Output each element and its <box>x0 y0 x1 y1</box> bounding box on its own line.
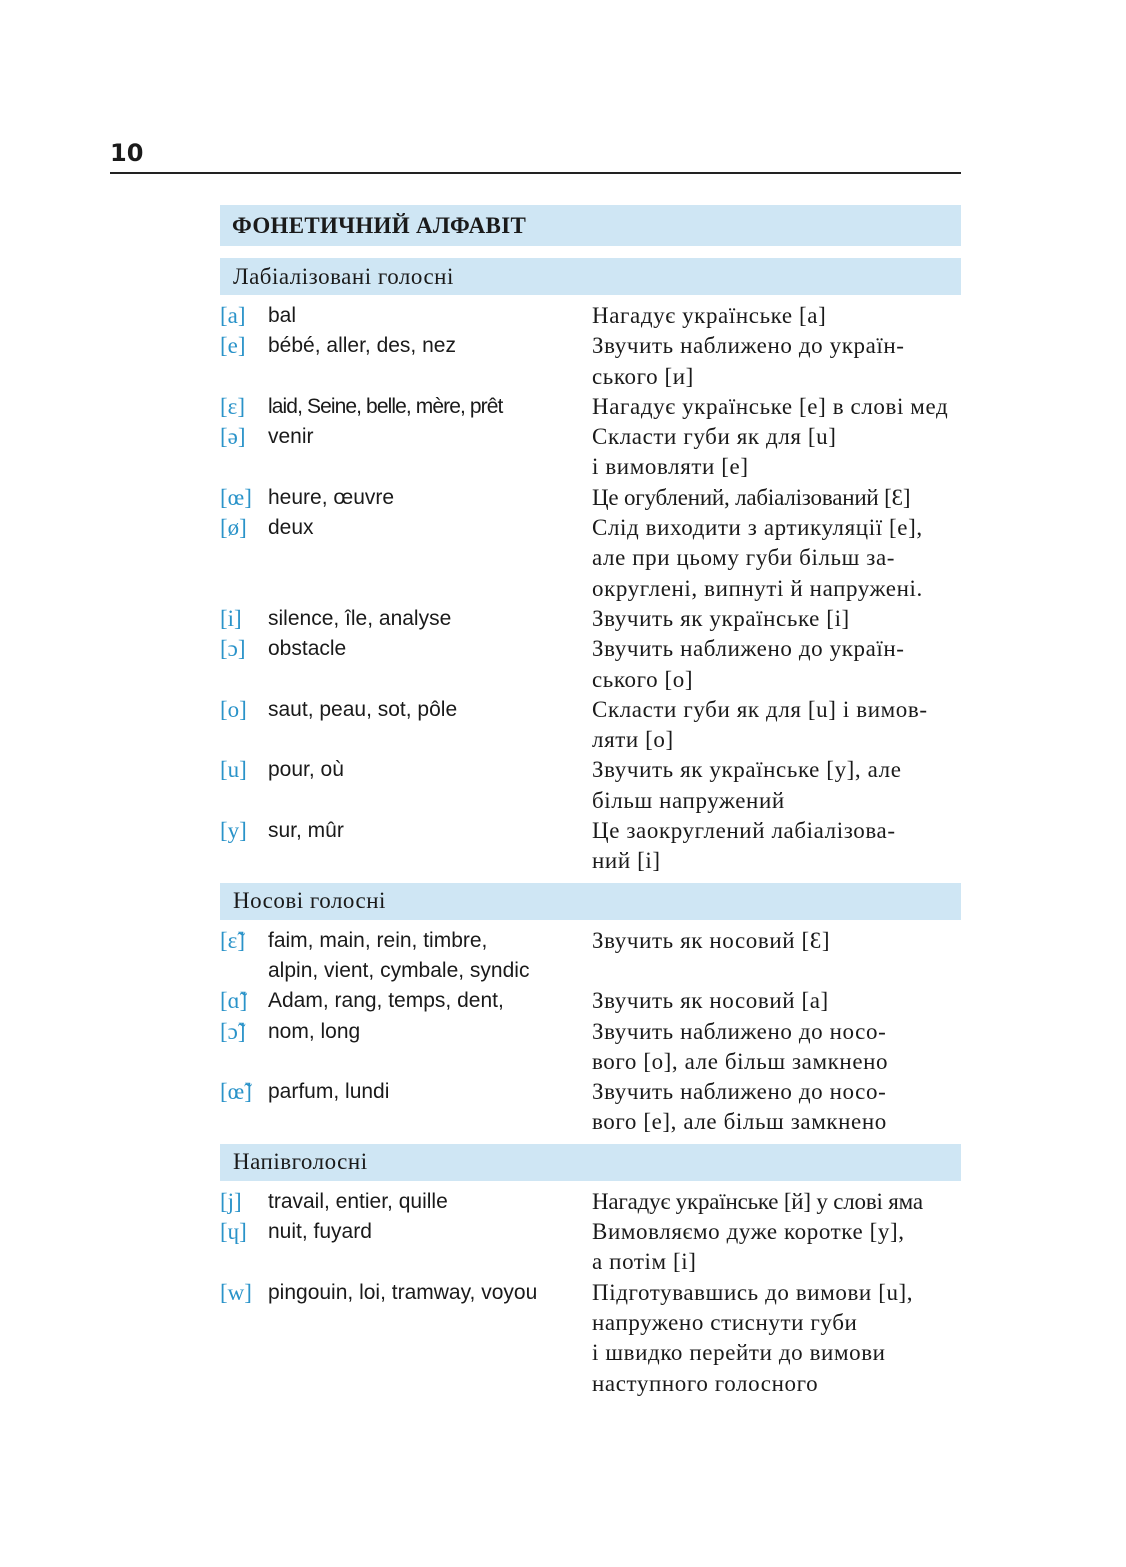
section-heading: Лабіалізовані голосні <box>220 258 961 295</box>
phonetic-symbol: [ə] <box>220 424 246 450</box>
header-rule <box>110 172 961 174</box>
pronunciation-description: Звучить наближено до носо- вого [е], але більш замкнено <box>592 1079 887 1135</box>
pronunciation-description: Звучить наближено до україн- ського [и] <box>592 333 905 389</box>
phonetic-symbol: [ɛ] <box>220 393 245 419</box>
pronunciation-description: Скласти губи як для [u] і вимов- ляти [о] <box>592 696 928 753</box>
pronunciation-description: Це огублений, лабіалізований [Ɛ] <box>592 484 911 510</box>
pronunciation-description: Звучить як українське [і] <box>592 605 850 631</box>
phoneme-row <box>220 422 961 483</box>
phoneme-row <box>220 986 961 1016</box>
example-words: saut, peau, sot, pôle <box>268 697 458 721</box>
phonetic-symbol: [o] <box>220 696 247 722</box>
pronunciation-description: Звучить як українське [у], але більш напружений <box>592 757 902 813</box>
example-words: silence, île, analyse <box>268 606 452 630</box>
phonetic-alphabet-table <box>220 205 961 1405</box>
pronunciation-description: Скласти губи як для [u] і вимовляти [е] <box>592 424 837 480</box>
pronunciation-description: Звучить як носовий [Ɛ] <box>592 927 831 953</box>
pronunciation-description: Слід виходити з артикуляції [е], але при цьому губи більш за- округлені, випнуті й напружені. <box>592 515 923 601</box>
phonetic-symbol: [ø] <box>220 515 247 541</box>
page-number: 10 <box>110 139 144 167</box>
example-words: travail, entier, quille <box>268 1189 448 1213</box>
example-words: faim, main, rein, timbre, alpin, vient, cymbale, syndic <box>268 928 530 982</box>
phoneme-row <box>220 483 961 513</box>
example-words: bébé, aller, des, nez <box>268 334 456 358</box>
section-rows <box>220 1181 961 1405</box>
example-words: venir <box>268 425 314 449</box>
section-heading: Напівголосні <box>220 1144 961 1181</box>
section-rows <box>220 295 961 883</box>
phonetic-symbol: [j] <box>220 1188 242 1214</box>
example-words: deux <box>268 516 314 540</box>
pronunciation-description: Звучить наближено до носо- вого [о], але більш замкнено <box>592 1018 889 1074</box>
phonetic-symbol: [ɑ̃] <box>220 988 248 1014</box>
phonetic-symbol: [ɛ̃] <box>220 927 245 953</box>
section-heading: Носові голосні <box>220 883 961 920</box>
phonetic-symbol: [y] <box>220 818 247 844</box>
phonetic-symbol: [a] <box>220 303 246 328</box>
phoneme-row <box>220 1077 961 1138</box>
pronunciation-description: Підготувавшись до вимови [u], напружено стиснути губи і швидко перейти до вимови наступного голосного <box>592 1279 914 1396</box>
example-words: obstacle <box>268 637 347 661</box>
phoneme-row <box>220 513 961 604</box>
phonetic-symbol: [u] <box>220 757 247 783</box>
section-rows <box>220 920 961 1144</box>
phonetic-symbol: [œ] <box>220 484 252 510</box>
example-words: laid, Seine, belle, mère, prêt <box>268 394 503 418</box>
example-words: sur, mûr <box>268 819 344 843</box>
example-words: pour, où <box>268 758 344 782</box>
phonetic-symbol: [i] <box>220 605 242 631</box>
example-words: nuit, fuyard <box>268 1220 372 1244</box>
phonetic-symbol: [e] <box>220 333 246 359</box>
sections-container <box>220 258 961 1405</box>
phoneme-row <box>220 1217 961 1278</box>
example-words: heure, œuvre <box>268 485 395 509</box>
pronunciation-description: Вимовляємо дуже коротке [у], а потім [і] <box>592 1219 905 1275</box>
example-words: pingouin, loi, tramway, voyou <box>268 1280 538 1304</box>
phoneme-row <box>220 331 961 392</box>
phoneme-row <box>220 1278 961 1399</box>
phoneme-row <box>220 1187 961 1217</box>
phoneme-row <box>220 392 961 422</box>
pronunciation-description: Нагадує українське [й] у слові яма <box>592 1188 923 1214</box>
pronunciation-description: Звучить наближено до україн- ського [о] <box>592 636 905 692</box>
phoneme-row <box>220 816 961 877</box>
page-title: ФОНЕТИЧНИЙ АЛФАВІТ <box>220 205 961 246</box>
phoneme-row <box>220 695 961 756</box>
phoneme-row <box>220 755 961 816</box>
phoneme-row <box>220 301 961 331</box>
pronunciation-description: Нагадує українське [а] <box>592 303 827 328</box>
example-words: parfum, lundi <box>268 1080 390 1104</box>
phonetic-symbol: [ɔ] <box>220 636 246 662</box>
phoneme-row <box>220 926 961 987</box>
example-words: Adam, rang, temps, dent, <box>268 989 504 1013</box>
pronunciation-description: Це заокруглений лабіалізова- ний [і] <box>592 818 896 874</box>
phoneme-row <box>220 634 961 695</box>
phonetic-symbol: [ɔ̃] <box>220 1018 246 1044</box>
pronunciation-description: Звучить як носовий [а] <box>592 988 829 1014</box>
phoneme-row <box>220 1017 961 1078</box>
phonetic-symbol: [w] <box>220 1279 252 1305</box>
phonetic-symbol: [ɥ] <box>220 1219 247 1245</box>
pronunciation-description: Нагадує українське [е] в слові мед <box>592 393 949 419</box>
phonetic-symbol: [œ̃] <box>220 1079 252 1105</box>
example-words: nom, long <box>268 1019 361 1043</box>
example-words: bal <box>268 304 297 327</box>
phoneme-row <box>220 604 961 634</box>
